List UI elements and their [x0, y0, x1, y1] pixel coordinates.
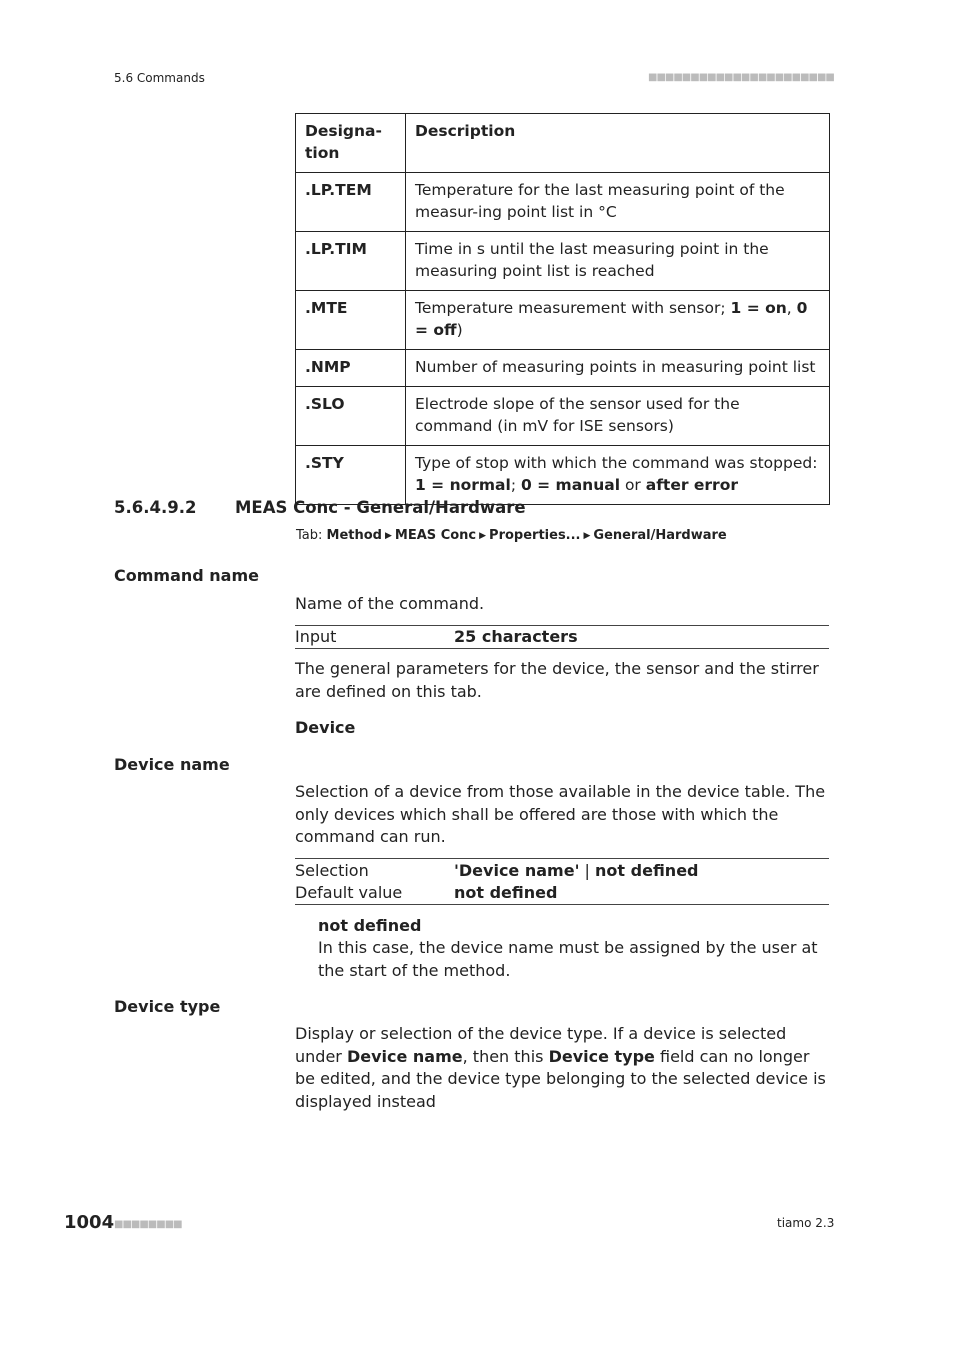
table-row	[296, 173, 830, 232]
divider	[295, 904, 829, 905]
device-type-description	[295, 1023, 829, 1113]
designation-cell: .SLO	[296, 387, 406, 446]
description-bold: Device type	[548, 1046, 655, 1066]
section-title: MEAS Conc - General/Hardware	[235, 498, 526, 517]
header-decoration-dots: ■■■■■■■■■■■■■■■■■■■■■■	[648, 72, 834, 83]
description-bold: 0 = off	[415, 299, 808, 339]
input-value: 25 characters	[454, 627, 578, 646]
description-cell	[406, 446, 830, 505]
device-name-label: Device name	[114, 755, 230, 774]
designation-table	[295, 113, 830, 505]
tab-path-prefix: Tab:	[296, 528, 327, 543]
tab-path-item: Method	[326, 528, 382, 543]
description-bold: 0 = manual	[520, 476, 621, 494]
description-bold: after error	[645, 476, 738, 494]
designation-cell: .LP.TEM	[296, 173, 406, 232]
description-bold: 1 = on	[730, 299, 787, 317]
description-text: or	[620, 476, 646, 494]
description-text: Temperature measurement with sensor;	[415, 299, 731, 317]
product-name: tiamo 2.3	[777, 1216, 835, 1230]
description-text: )	[456, 321, 463, 339]
command-name-description: Name of the command.	[295, 594, 485, 613]
option-description: In this case, the device name must be assigned by the user at the start of the method.	[318, 938, 818, 980]
description-bold: 1 = normal	[415, 476, 511, 494]
divider	[295, 858, 829, 859]
input-label: Input	[295, 627, 337, 646]
section-heading	[114, 498, 526, 517]
description-cell	[406, 291, 830, 350]
selection-values	[454, 861, 699, 880]
description-bold: Device name	[346, 1046, 463, 1066]
selection-value: 'Device name'	[454, 861, 580, 880]
triangle-right-icon: ▶	[479, 531, 487, 541]
designation-cell: .LP.TIM	[296, 232, 406, 291]
description-cell: Electrode slope of the sensor used for the command (in mV for ISE sensors)	[406, 387, 830, 446]
tab-path-item: MEAS Conc	[394, 528, 477, 543]
tab-path-item: Properties...	[489, 528, 581, 543]
description-header: Description	[406, 114, 830, 173]
description-cell: Number of measuring points in measuring point list	[406, 350, 830, 387]
option-title: not defined	[318, 916, 422, 935]
table-header-row	[296, 114, 830, 173]
default-value: not defined	[454, 883, 558, 902]
designation-header	[296, 114, 406, 173]
triangle-right-icon: ▶	[385, 531, 392, 541]
selection-separator: |	[579, 861, 596, 880]
table-row	[296, 232, 830, 291]
designation-cell: .NMP	[296, 350, 406, 387]
designation-header-text: Designa- tion	[305, 122, 382, 162]
footer-decoration-dots: ■■■■■■■■	[114, 1219, 182, 1230]
description-cell: Temperature for the last measuring point of the measur-ing point list in °C	[406, 173, 830, 232]
tab-path-item: General/Hardware	[593, 528, 727, 543]
table-row	[296, 446, 830, 505]
description-text: Display or selection of the device type. If a device is selected under	[295, 1024, 787, 1066]
designation-cell: .MTE	[296, 291, 406, 350]
device-name-description: Selection of a device from those available in the device table. The only devices which shall be offered are those with which the command can run.	[295, 782, 826, 846]
selection-value: not defined	[595, 861, 699, 880]
description-cell: Time in s until the last measuring point in the measuring point list is reached	[406, 232, 830, 291]
selection-label: Selection	[295, 861, 369, 880]
default-value-label: Default value	[295, 883, 403, 902]
command-name-label: Command name	[114, 566, 259, 585]
description-text: , then this	[462, 1046, 549, 1066]
table-row	[296, 291, 830, 350]
divider	[295, 625, 829, 626]
description-text: ,	[786, 299, 797, 317]
table-row	[296, 387, 830, 446]
tab-path	[296, 528, 727, 543]
section-number: 5.6.4.9.2	[114, 498, 197, 517]
triangle-right-icon: ▶	[583, 531, 591, 541]
description-text: ;	[510, 476, 521, 494]
device-subheading: Device	[295, 718, 356, 737]
device-type-label: Device type	[114, 997, 221, 1016]
description-text: Type of stop with which the command was stopped:	[415, 454, 818, 472]
page-number: 1004	[64, 1212, 115, 1233]
general-description: The general parameters for the device, the sensor and the stirrer are defined on this tab.	[295, 659, 819, 701]
description-text: field can no longer be edited, and the device type belonging to the selected device is displayed instead	[295, 1046, 826, 1111]
table-row	[296, 350, 830, 387]
designation-cell: .STY	[296, 446, 406, 505]
running-header-section: 5.6 Commands	[114, 71, 205, 85]
divider	[295, 648, 829, 649]
